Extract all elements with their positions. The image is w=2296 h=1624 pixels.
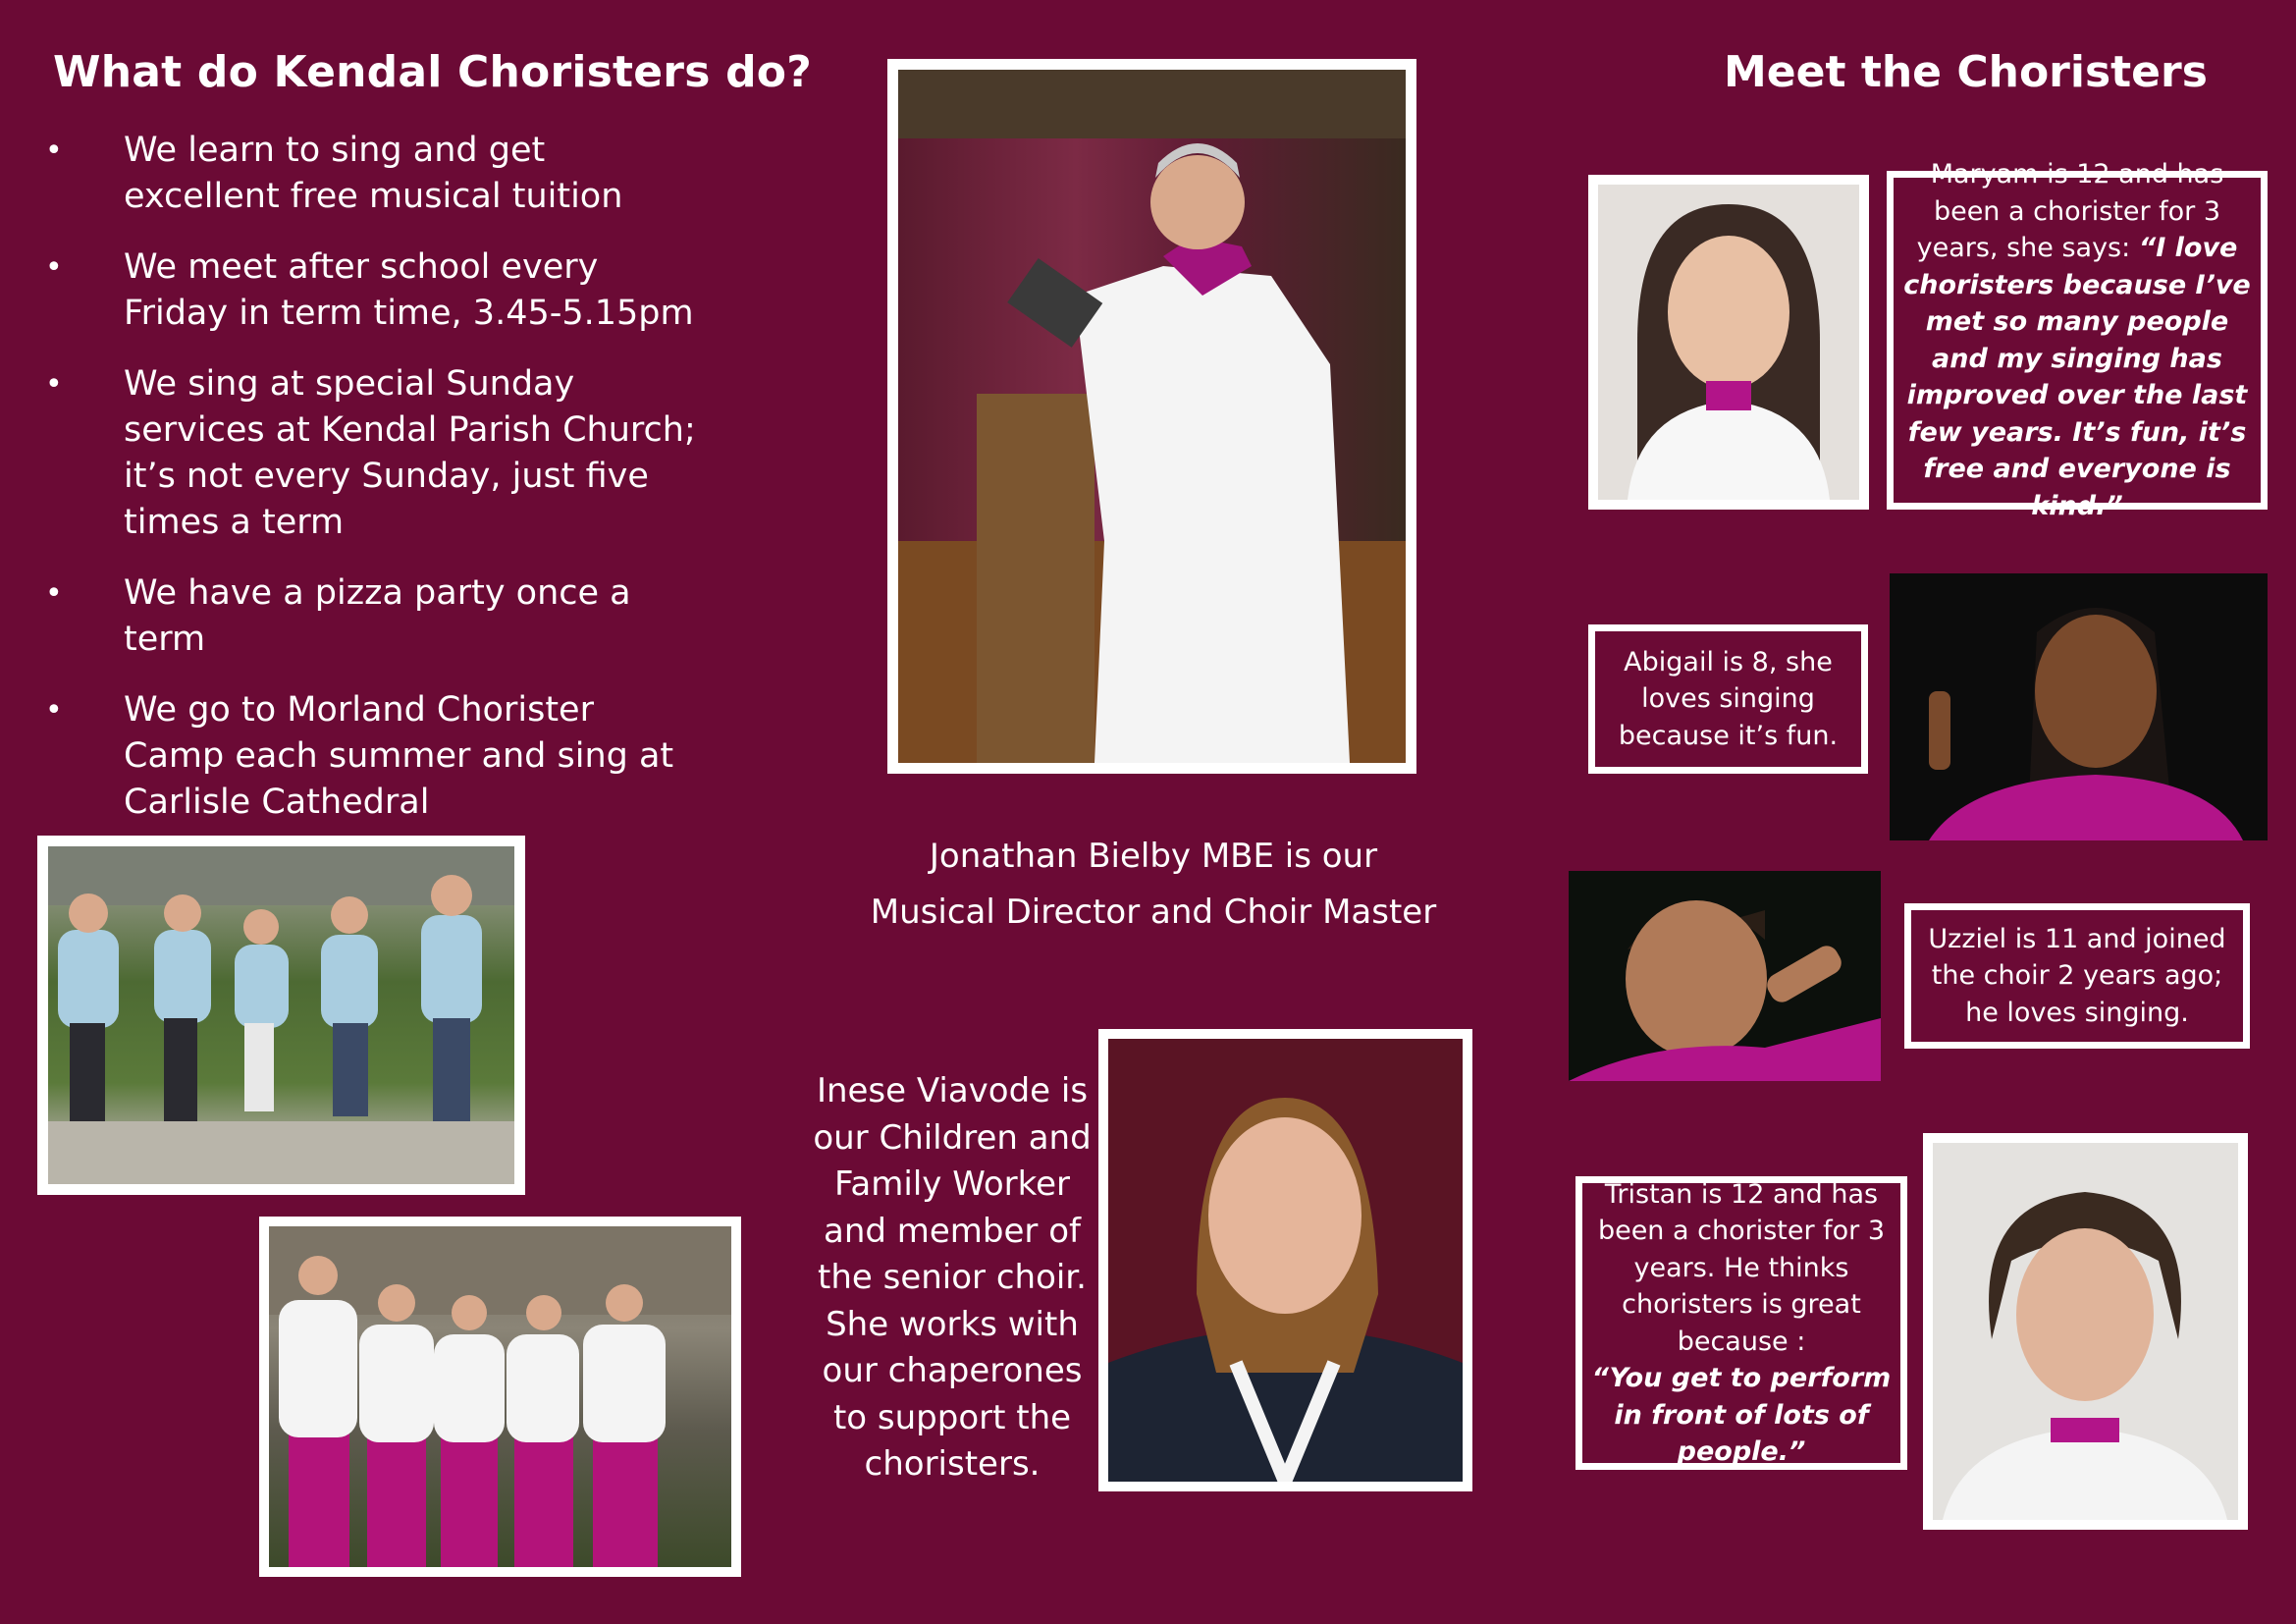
list-item: • We go to Morland Chorister Camp each summer and sing at Carlisle Cathedral [39,687,697,826]
photo-abigail [1890,573,2268,840]
uzziel-illustration [1569,871,1881,1081]
inese-illustration [1108,1039,1463,1482]
bullet-icon: • [45,693,63,728]
heading-what-do-choristers-do: What do Kendal Choristers do? [53,47,812,97]
robes-illustration [269,1226,731,1567]
maryam-illustration [1598,185,1859,500]
quote-uzziel: Uzziel is 11 and joined the choir 2 years ago; he loves singing. [1904,903,2250,1049]
bullet-icon: • [45,250,63,285]
director-illustration [898,70,1406,763]
photo-choristers-robes [259,1217,741,1577]
bullet-icon: • [45,576,63,611]
list-item: • We have a pizza party once a term [39,570,697,663]
photo-musical-director [887,59,1416,774]
bullet-icon: • [45,134,63,168]
photo-maryam [1588,175,1869,510]
tristan-illustration [1933,1143,2238,1520]
list-item: • We meet after school every Friday in term time, 3.45-5.15pm [39,244,697,337]
list-item: • We sing at special Sunday services at Kendal Parish Church; it’s not every Sunday, just five times a term [39,361,697,546]
inese-description: Inese Viavode is our Children and Family Worker and member of the senior choir. She works with our chaperones to support the choristers. [813,1071,1092,1484]
quote-tristan: Tristan is 12 and has been a chorister for 3 years. He thinks choristers is great because : “You get to perform in front of lots of people.” [1575,1176,1907,1470]
bullet-icon: • [45,367,63,402]
hoodies-illustration [48,846,514,1184]
director-caption: Jonathan Bielby MBE is our Musical Director and Choir Master [870,837,1437,932]
quote-maryam: Maryam is 12 and has been a chorister for 3 years, she says: “I love choristers because I’ve met so many people and my singing has improved over the last few years. It’s fun, it’s free and everyone is kind.” [1887,171,2268,510]
photo-choristers-hoodies [37,836,525,1195]
photo-children-family-worker [1098,1029,1472,1491]
photo-uzziel [1569,871,1881,1081]
abigail-illustration [1890,573,2268,840]
activities-list [39,128,697,850]
heading-meet-the-choristers: Meet the Choristers [1724,47,2208,97]
quote-abigail: Abigail is 8, she loves singing because it’s fun. [1588,624,1868,774]
photo-tristan [1923,1133,2248,1530]
list-item: • We learn to sing and get excellent free musical tuition [39,128,697,220]
